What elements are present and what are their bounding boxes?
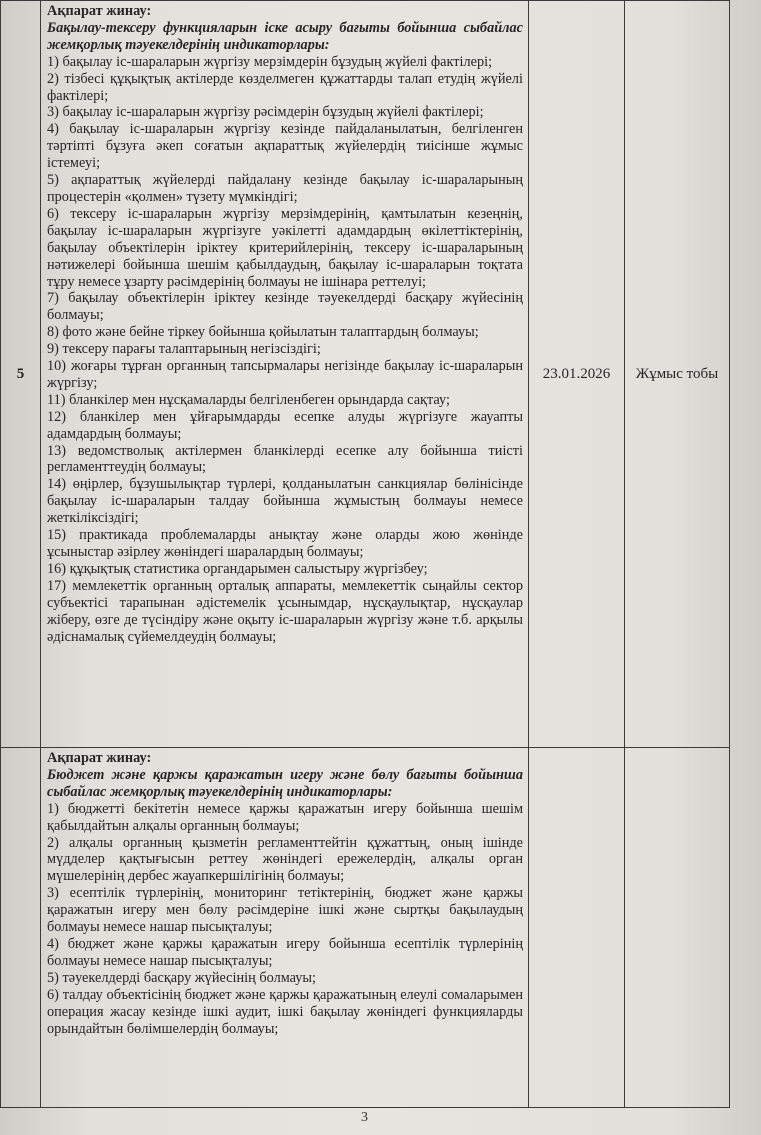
page-number: 3 xyxy=(361,1110,368,1125)
section-heading: Ақпарат жинау: xyxy=(47,750,152,766)
indicator-item: 12) бланкілер мен ұйғарымдарды есепке алуды жүргізуге жауапты адамдардың болмауы; xyxy=(47,408,523,442)
indicator-list xyxy=(47,801,523,1038)
section-subheading: Бақылау-тексеру функцияларын іске асыру бағыты бойынша сыбайлас жемқорлық тәуекелдерінің индикаторлары: xyxy=(47,19,523,53)
responsible-party xyxy=(625,748,730,1108)
indicator-item: 2) алқалы органның қызметін регламенттейтін құжаттың, оның ішінде мүдделер қақтығысын реттеу жөніндегі ережелердің, алқалы орган мүшелерінің дербес жауапкершілігінің болмауы; xyxy=(47,834,523,885)
indicator-item: 9) тексеру парағы талаптарының негізсіздігі; xyxy=(47,341,321,358)
measure-cell xyxy=(41,1,529,748)
indicator-item: 2) тізбесі құқықтық актілерде көзделмеген құжаттарды талап етудің жүйелі фактілері; xyxy=(47,70,523,104)
measure-cell xyxy=(41,748,529,1108)
indicator-item: 8) фото және бейне тіркеу бойынша қойылатын талаптардың болмауы; xyxy=(47,324,479,341)
section-heading: Ақпарат жинау: xyxy=(47,3,152,19)
indicator-item: 7) бақылау объектілерін іріктеу кезінде тәуекелдерді басқару жүйесінің болмауы; xyxy=(47,290,523,324)
table-row xyxy=(1,748,730,1108)
indicator-item: 17) мемлекеттік органның орталық аппараты, мемлекеттік сыңайлы сектор субъектісі тарапынан әдістемелік ұсынымдар, нұсқаулықтар, нұсқаулар жіберу, өзге де түсіндіру және оқыту іс-шараларын жүргізу және т.б. арқылы әдіснамалық сүйемелдеудің болмауы; xyxy=(47,577,523,645)
table-row xyxy=(1,1,730,748)
indicator-item: 5) ақпараттық жүйелерді пайдалану кезінде бақылау іс-шараларының процестерін «қолмен» түзету мүмкіндігі; xyxy=(47,172,523,205)
indicator-item: 3) бақылау іс-шараларын жүргізу рәсімдерін бұзудың жүйелі фактілері; xyxy=(47,104,484,121)
indicator-item: 14) өңірлер, бұзушылықтар түрлері, қолданылатын санкциялар бөлінісінде бақылау іс-шараларын талдау бойынша жұмыстың болмауы немесе жеткіліксіздігі; xyxy=(47,476,523,527)
indicator-item: 16) құқықтық статистика органдарымен салыстыру жүргізбеу; xyxy=(47,560,428,577)
row-number: 5 xyxy=(1,1,41,748)
indicator-item: 1) бақылау іс-шараларын жүргізу мерзімдерін бұзудың жүйелі фактілері; xyxy=(47,53,493,70)
row-number xyxy=(1,748,41,1108)
indicator-item: 1) бюджетті бекітетін немесе қаржы қаражатын игеру бойынша шешім қабылдайтын алқалы органның болмауы; xyxy=(47,800,523,834)
section-subheading: Бюджет және қаржы қаражатын игеру және бөлу бағыты бойынша сыбайлас жемқорлық тәуекелдерінің индикаторлары: xyxy=(47,766,523,800)
indicator-item: 3) есептілік түрлерінің, мониторинг тетіктерінің, бюджет және қаржы қаражатын игеру мен бөлу рәсімдеріне ішкі және сыртқы бақылаудың болмауы немесе нашар пысықталуы; xyxy=(47,885,523,936)
responsible-party: Жұмыс тобы xyxy=(625,1,730,748)
indicator-item: 6) тексеру іс-шараларын жүргізу мерзімдерінің, қамтылатын кезеңнің, бақылау іс-шараларын жүргізуге уәкілетті адамдардың өкілеттіктерінің, бақылау объектілерін іріктеу критерийлерінің, тексеру іс-шараларының нәтижелері бойынша шешім қабылдаудың, бақылау іс-шараларын тоқтата тұру немесе ұзарту рәсімдерінің болмауы не ішінара реттелуі; xyxy=(47,205,523,290)
indicator-item: 5) тәуекелдерді басқару жүйесінің болмауы; xyxy=(47,969,317,986)
indicator-item: 13) ведомстволық актілермен бланкілерді есепке алу бойынша тиісті регламенттеудің болмауы; xyxy=(47,442,523,476)
deadline-date: 23.01.2026 xyxy=(529,1,625,748)
indicator-item: 11) бланкілер мен нұсқамаларды белгіленбеген орындарда сақтау; xyxy=(47,391,450,408)
indicator-item: 10) жоғары тұрған органның тапсырмалары негізінде бақылау іс-шараларын жүргізу; xyxy=(47,358,523,391)
indicator-list xyxy=(47,54,523,646)
indicator-item: 4) бюджет және қаржы қаражатын игеру бойынша есептілік түрлерінің болмауы немесе нашар пысықталуы; xyxy=(47,935,523,969)
deadline-date xyxy=(529,748,625,1108)
indicator-item: 4) бақылау іс-шараларын жүргізу кезінде пайдаланылатын, белгіленген тәртіпті бұзуға әкеп соғатын ақпараттық жүйелердің тиісінше жұмыс істемеуі; xyxy=(47,121,523,172)
indicator-item: 6) талдау объектісінің бюджет және қаржы қаражатының елеулі сомаларымен операция жасау кезінде ішкі аудит, ішкі бақылау жөніндегі функцияларды орындайтын бөлімшелердің болмауы; xyxy=(47,986,523,1037)
indicator-item: 15) практикада проблемаларды анықтау және оларды жою жөнінде ұсыныстар әзірлеу жөніндегі шаралардың болмауы; xyxy=(47,527,523,560)
